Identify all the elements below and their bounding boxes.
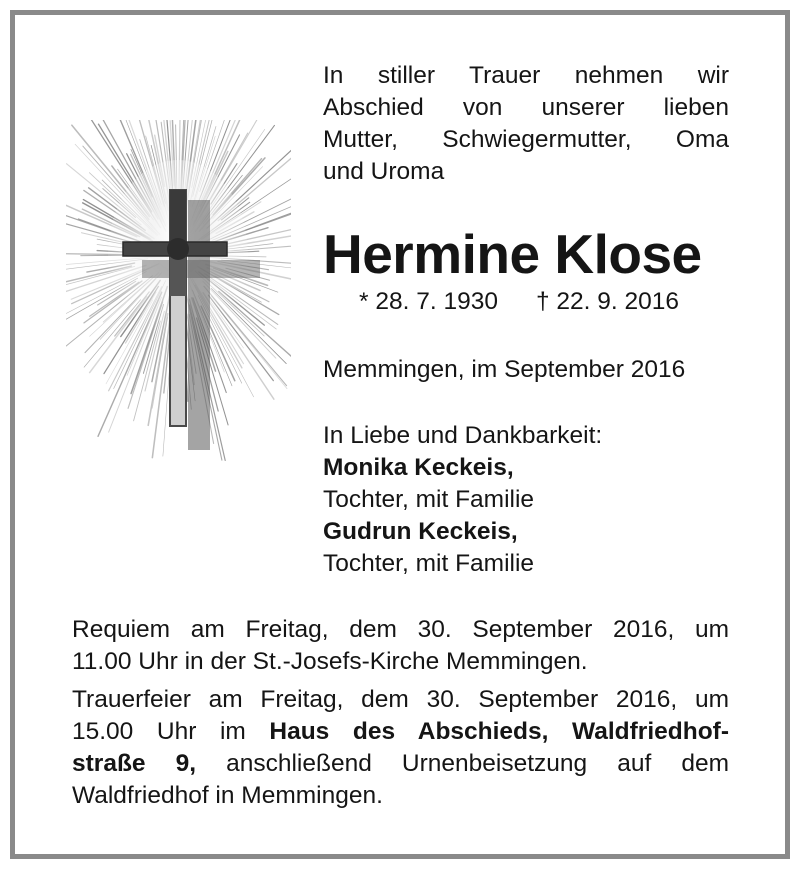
death-date: † 22. 9. 2016 bbox=[536, 288, 680, 315]
burial-info: anschließend Urnenbeisetzung auf dem bbox=[196, 750, 729, 777]
mourners bbox=[323, 420, 729, 580]
trauerfeier-line: Waldfriedhof in Memmingen. bbox=[72, 782, 383, 809]
trauerfeier-line: Trauerfeier am Freitag, dem 30. September 2016, um bbox=[72, 686, 729, 713]
trauerfeier-line bbox=[72, 748, 729, 780]
venue-name: Haus des Abschieds, Waldfriedhof- bbox=[269, 718, 729, 745]
mourner-name: Gudrun Keckeis, bbox=[323, 518, 518, 545]
venue-street: straße 9, bbox=[72, 750, 197, 777]
radiant-cross-icon bbox=[66, 120, 291, 495]
requiem-line: Requiem am Freitag, dem 30. September 2016, um bbox=[72, 616, 729, 643]
mourner-relation: Tochter, mit Familie bbox=[323, 486, 535, 513]
intro-line: Abschied von unserer lieben bbox=[323, 94, 729, 121]
intro-line: Mutter, Schwiegermutter, Oma bbox=[323, 126, 729, 153]
mourners-intro: In Liebe und Dankbarkeit: bbox=[323, 422, 603, 449]
trauerfeier-line bbox=[72, 716, 729, 748]
mourner-relation: Tochter, mit Familie bbox=[323, 550, 535, 577]
place-date: Memmingen, im September 2016 bbox=[323, 356, 686, 383]
intro-text bbox=[323, 60, 729, 188]
intro-line: In stiller Trauer nehmen wir bbox=[323, 62, 729, 89]
deceased-name: Hermine Klose bbox=[323, 223, 702, 285]
intro-line: und Uroma bbox=[323, 158, 445, 185]
trauerfeier-info bbox=[72, 684, 729, 812]
birth-date: * 28. 7. 1930 bbox=[359, 288, 498, 315]
mourner-name: Monika Keckeis, bbox=[323, 454, 514, 481]
requiem-line: 11.00 Uhr in der St.-Josefs-Kirche Memmingen. bbox=[72, 648, 588, 675]
requiem-info bbox=[72, 614, 729, 678]
trauerfeier-time: 15.00 Uhr im bbox=[72, 718, 270, 745]
